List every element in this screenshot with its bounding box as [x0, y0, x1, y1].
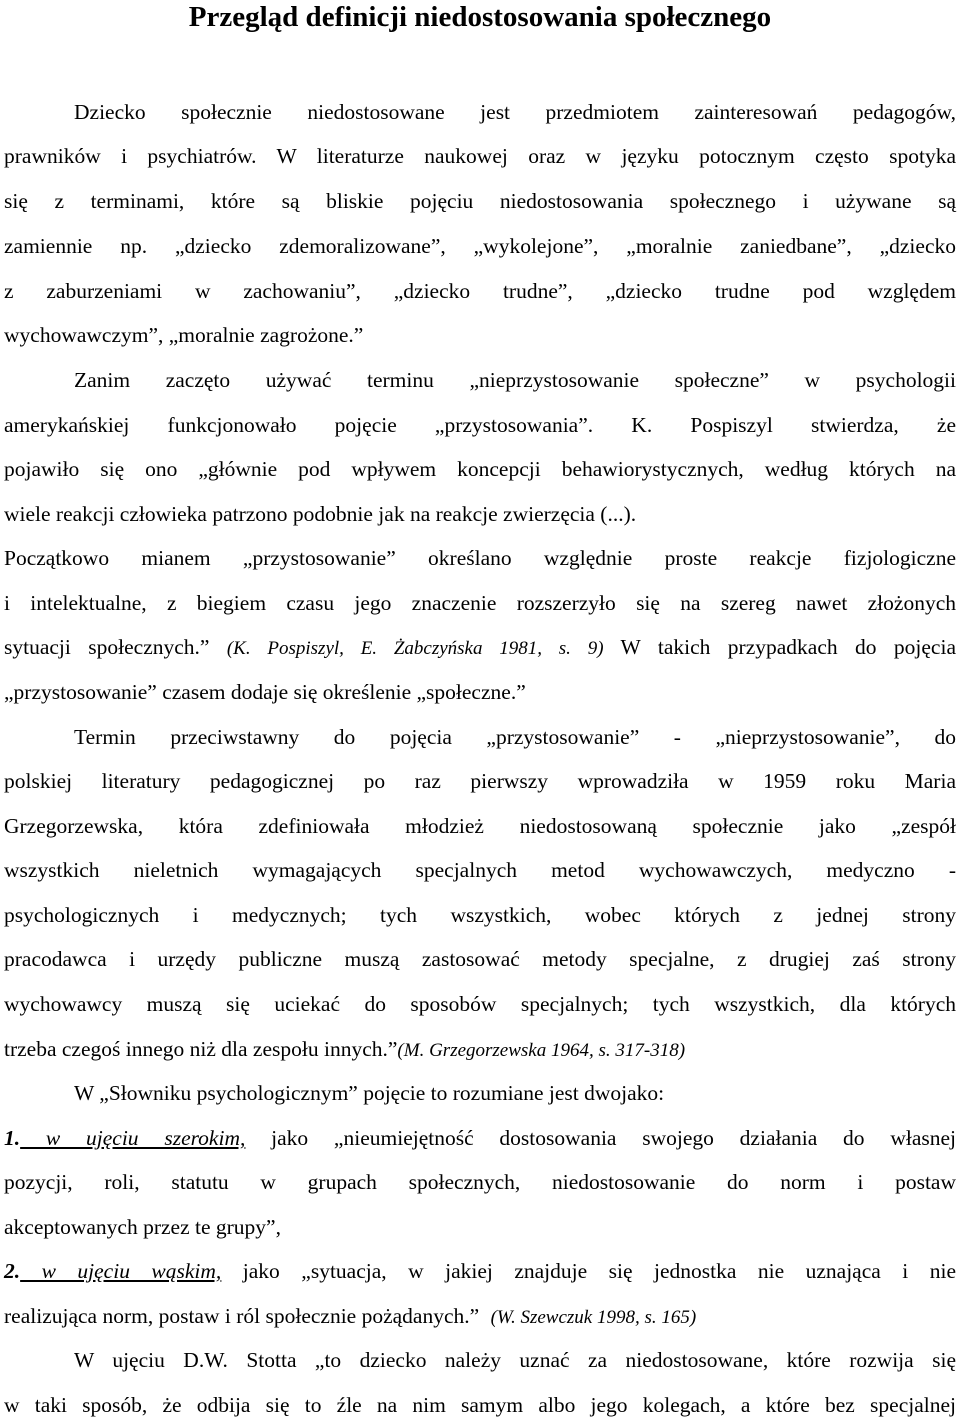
- text-line: W ujęciu D.W. Stotta „to dziecko należy uznać za niedostosowane, które rozwija się: [74, 1348, 956, 1372]
- emphasis-term: w ujęciu szerokim,: [20, 1126, 246, 1150]
- text-line: „przystosowanie” czasem dodaje się określenie „społeczne.”: [4, 680, 526, 704]
- text-line: psychologicznych i medycznych; tych wszystkich, wobec których z jednej strony: [4, 903, 956, 927]
- citation: (M. Grzegorzewska 1964, s. 317-318): [397, 1040, 686, 1061]
- text-line: wychowawczym”, „moralnie zagrożone.”: [4, 323, 364, 347]
- text-span: realizująca norm, postaw i ról społecznie pożądanych.”: [4, 1304, 480, 1328]
- citation: (K. Pospiszyl, E. Żabczyńska 1981, s. 9): [226, 638, 604, 659]
- text-line: Termin przeciwstawny do pojęcia „przystosowanie” - „nieprzystosowanie”, do: [74, 725, 956, 749]
- text-line: wszystkich nieletnich wymagających specjalnych metod wychowawczych, medyczno -: [4, 858, 956, 882]
- text-line: [4, 1301, 696, 1331]
- text-span: jako „sytuacja, w jakiej znajduje się jednostka nie uznająca i nie: [221, 1259, 957, 1283]
- text-line: amerykańskiej funkcjonowało pojęcie „przystosowania”. K. Pospiszyl stwierdza, że: [4, 413, 956, 437]
- text-line: [4, 632, 956, 662]
- text-line: i intelektualne, z biegiem czasu jego znaczenie rozszerzyło się na szereg nawet złożonych: [4, 591, 956, 615]
- text-line: [4, 1123, 956, 1153]
- text-line: Początkowo mianem „przystosowanie” określano względnie proste reakcje fizjologiczne: [4, 546, 956, 570]
- text-line: wiele reakcji człowieka patrzono podobnie jak na reakcje zwierzęcia (...).: [4, 502, 637, 526]
- citation: (W. Szewczuk 1998, s. 165): [490, 1307, 697, 1328]
- text-line: [4, 1256, 956, 1286]
- text-line: pojawiło się ono „głównie pod wpływem koncepcji behawiorystycznych, według których na: [4, 457, 956, 481]
- text-span: trzeba czegoś innego niż dla zespołu innych.”: [4, 1037, 398, 1061]
- text-line: Dziecko społecznie niedostosowane jest przedmiotem zainteresowań pedagogów,: [74, 100, 956, 124]
- page-title: Przegląd definicji niedostosowania społecznego: [188, 1, 772, 33]
- emphasis-term: w ujęciu wąskim,: [20, 1259, 222, 1283]
- text-line: się z terminami, które są bliskie pojęciu niedostosowania społecznego i używane są: [4, 189, 956, 213]
- text-line: [4, 1034, 685, 1064]
- text-line: pracodawca i urzędy publiczne muszą zastosować metody specjalne, z drugiej zaś strony: [4, 947, 956, 971]
- text-line: z zaburzeniami w zachowaniu”, „dziecko trudne”, „dziecko trudne pod względem: [4, 279, 956, 303]
- text-line: akceptowanych przez te grupy”,: [4, 1215, 281, 1239]
- text-line: prawników i psychiatrów. W literaturze naukowej oraz w języku potocznym często spotyka: [4, 144, 956, 168]
- text-line: Zanim zaczęto używać terminu „nieprzystosowanie społeczne” w psychologii: [74, 368, 956, 392]
- text-line: wychowawcy muszą się uciekać do sposobów specjalnych; tych wszystkich, dla których: [4, 992, 956, 1016]
- list-number: 2.: [4, 1259, 21, 1283]
- text-line: w taki sposób, że odbija się to źle na nim samym albo jego kolegach, a które bez specjalnej: [4, 1393, 956, 1417]
- text-line: polskiej literatury pedagogicznej po raz pierwszy wprowadziła w 1959 roku Maria: [4, 769, 956, 793]
- text-line: zamiennie np. „dziecko zdemoralizowane”, „wykolejone”, „moralnie zaniedbane”, „dziecko: [4, 234, 956, 258]
- list-number: 1.: [4, 1126, 21, 1150]
- text-line: W „Słowniku psychologicznym” pojęcie to rozumiane jest dwojako:: [74, 1081, 665, 1105]
- text-span: jako „nieumiejętność dostosowania swojego działania do własnej: [245, 1126, 957, 1150]
- text-span: W takich przypadkach do pojęcia: [620, 635, 956, 659]
- text-line: pozycji, roli, statutu w grupach społecznych, niedostosowanie do norm i postaw: [4, 1170, 956, 1194]
- text-line: Grzegorzewska, która zdefiniowała młodzież niedostosowaną społecznie jako „zespół: [4, 814, 956, 838]
- text-span: sytuacji społecznych.”: [4, 635, 210, 659]
